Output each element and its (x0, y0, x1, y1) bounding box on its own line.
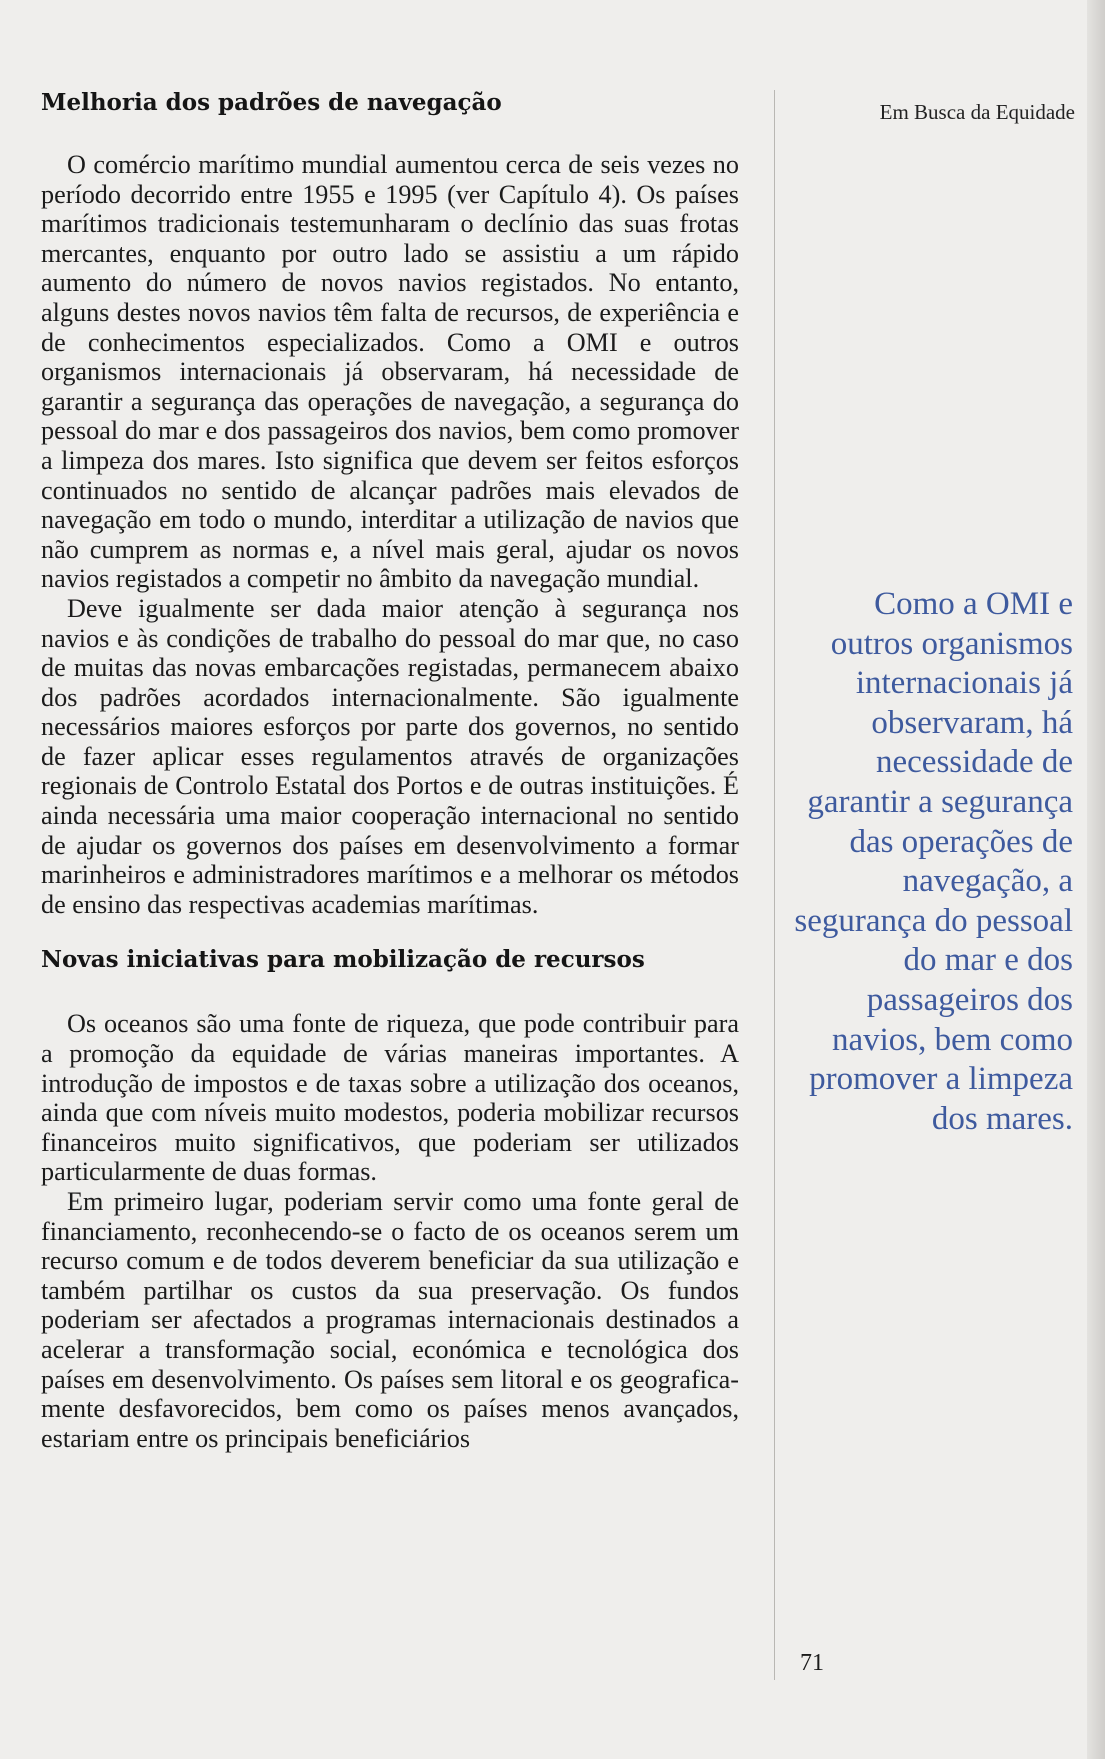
body-paragraph: O comércio marítimo mundial aumentou cerca de seis vezes no período decorrido entre 1955 e 1995 (ver Capítulo 4). Os países marítimos tradicionais testemunharam o declínio das suas frotas mercantes, enquanto por outro lado se assistiu a um rápido aumento do número de novos navios registados. No entanto, alguns destes novos navios têm falta de recursos, de experiência e de conhecimentos especializados. Como a OMI e outros organismos internacionais já observaram, há necessidade de garantir a segurança das operações de navegação, a segurança do pessoal do mar e dos passageiros dos navios, bem como promover a limpeza dos mares. Isto significa que devem ser feitos esforços continuados no sentido de alcançar padrões mais elevados de navegação em todo o mundo, interditar a utilização de navios que não cumprem as normas e, a nível mais geral, ajudar os novos navios registados a competir no âmbito da navegação mundial. (41, 150, 739, 594)
body-paragraph: Em primeiro lugar, poderiam servir como uma fonte geral de financiamento, reconhecendo-se o facto de os oceanos serem um recurso comum e de todos deverem beneficiar da sua utilização e também partilhar os custos da sua preservação. Os fundos poderiam ser afectados a programas internacionais destinados a acelerar a transformação social, económica e tecnológica dos países em desenvolvimento. Os países sem litoral e os geograficamente desfavorecidos, bem como os países menos avançados, estariam entre os principais beneficiários (41, 1187, 739, 1453)
column-divider (774, 90, 775, 1680)
running-head: Em Busca da Equidade (879, 100, 1075, 124)
pull-quote: Como a OMI e outros organismos internacionais já observaram, há necessidade de garantir a segurança das operações de navegação, a segurança do pessoal do mar e dos passageiros dos navios, bem como promover a limpeza dos mares. (794, 586, 1073, 1137)
section-heading-resource-mobilization: Novas iniciativas para mobilização de recursos (41, 946, 645, 974)
page-edge (1087, 0, 1105, 1759)
section-heading-navigation-standards: Melhoria dos padrões de navegação (41, 89, 502, 116)
body-paragraph: Deve igualmente ser dada maior atenção à segurança nos navios e às condições de trabalho do pessoal do mar que, no caso de muitas das novas embarcações registadas, permanecem abaixo dos padrões acordados internacionalmente. São igualmente necessários maiores esforços por parte dos governos, no sentido de fazer aplicar esses regulamentos através de organizações regionais de Controlo Estatal dos Portos e de outras instituições. É ainda necessária uma maior cooperação internacional no sentido de ajudar os governos dos países em desenvolvimento a formar marinheiros e administradores marítimos e a melhorar os métodos de ensino das respectivas academias marítimas. (41, 593, 739, 919)
body-paragraph: Os oceanos são uma fonte de riqueza, que pode contribuir para a promoção da equidade de várias maneiras importantes. A introdução de impostos e de taxas sobre a utilização dos oceanos, ainda que com níveis muito modestos, poderia mobilizar recursos financeiros muito significativos, que poderiam ser utilizados particularmente de duas formas. (41, 1009, 739, 1187)
page-number: 71 (800, 1650, 824, 1676)
main-column (41, 88, 739, 1453)
